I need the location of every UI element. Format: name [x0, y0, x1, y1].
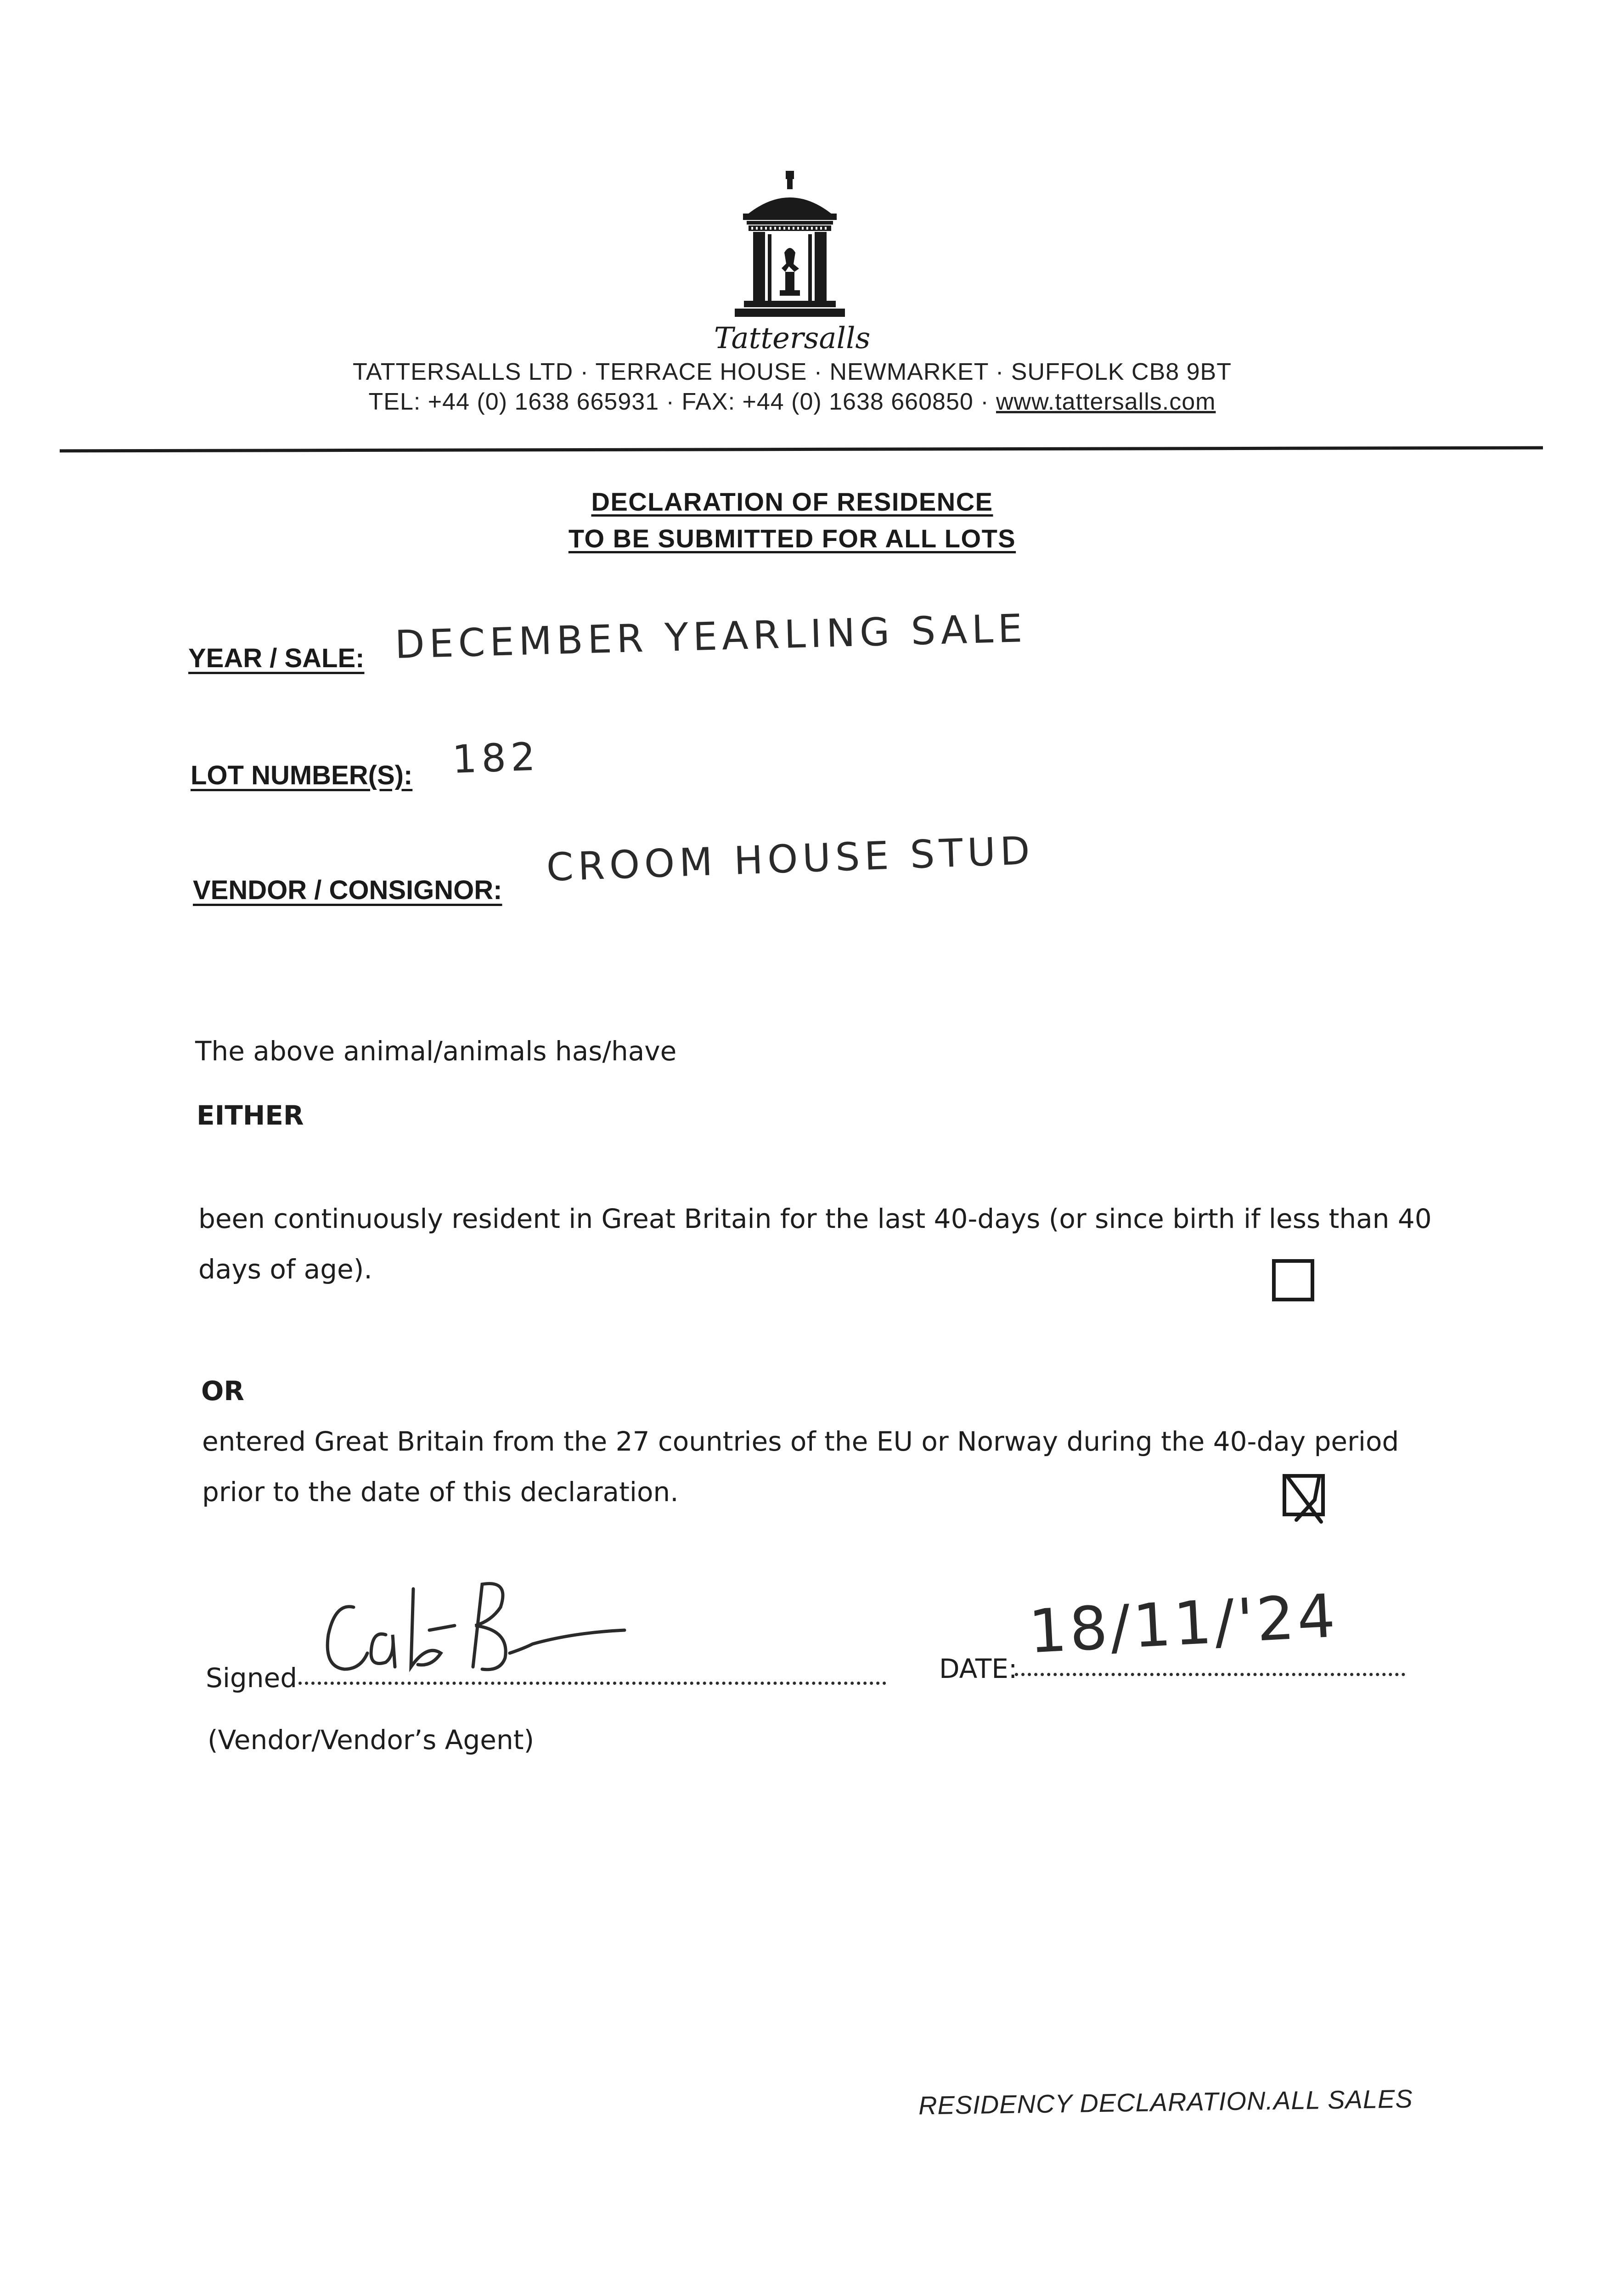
entered-checkbox[interactable] [1283, 1474, 1325, 1516]
form-subtitle: TO BE SUBMITTED FOR ALL LOTS [568, 524, 1016, 553]
contact-phone-fax: TEL: +44 (0) 1638 665931 · FAX: +44 (0) 1638 660850 · [368, 388, 996, 415]
date-line [1015, 1673, 1405, 1676]
option-resident-text-cont: days of age). [198, 1254, 372, 1285]
option-resident-text: been continuously resident in Great Britain for the last 40-days (or since birth if less than 40 [198, 1203, 1432, 1234]
header-divider [60, 446, 1543, 453]
lot-numbers-label: LOT NUMBER(S): [191, 760, 413, 790]
year-sale-value[interactable]: DECEMBER YEARLING SALE [394, 605, 1028, 667]
website-link[interactable]: www.tattersalls.com [996, 388, 1216, 415]
lot-numbers-value[interactable]: 182 [451, 734, 540, 782]
or-heading: OR [201, 1375, 244, 1407]
option-entered-text: entered Great Britain from the 27 countries of the EU or Norway during the 40-day period [202, 1426, 1399, 1457]
signed-label: Signed [206, 1662, 298, 1694]
date-value[interactable]: 18/11/'24 [1027, 1581, 1340, 1667]
either-heading: EITHER [197, 1100, 304, 1131]
resident-checkbox[interactable] [1272, 1259, 1314, 1301]
vendor-consignor-label: VENDOR / CONSIGNOR: [193, 875, 502, 905]
tattersalls-logo-icon [730, 170, 850, 321]
brand-name: Tattersalls [714, 321, 871, 355]
option-entered-text-cont: prior to the date of this declaration. [202, 1476, 679, 1508]
check-x-icon [1283, 1474, 1325, 1525]
contact-line [0, 388, 1584, 416]
year-sale-label: YEAR / SALE: [188, 643, 365, 673]
document-footer: RESIDENCY DECLARATION.ALL SALES [918, 2084, 1413, 2120]
vendor-consignor-value[interactable]: CROOM HOUSE STUD [546, 827, 1036, 890]
handwritten-signature [317, 1575, 638, 1696]
company-address: TATTERSALLS LTD · TERRACE HOUSE · NEWMARKET · SUFFOLK CB8 9BT [352, 359, 1232, 385]
date-label: DATE: [939, 1653, 1018, 1684]
form-title: DECLARATION OF RESIDENCE [591, 487, 993, 516]
vendor-agent-note: (Vendor/Vendor’s Agent) [208, 1724, 535, 1756]
declaration-intro: The above animal/animals has/have [195, 1035, 677, 1067]
